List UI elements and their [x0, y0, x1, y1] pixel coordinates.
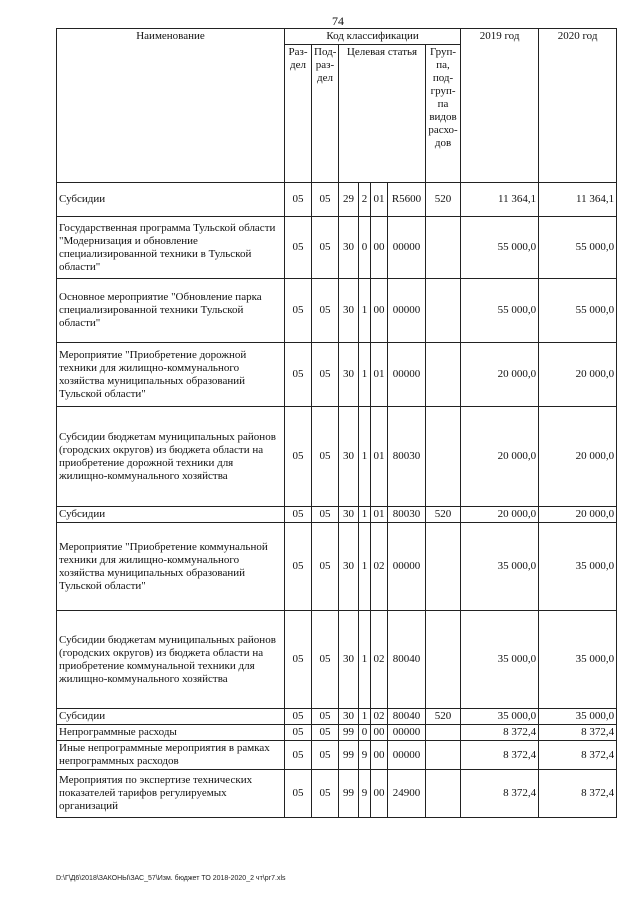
- cell-cs4: 00000: [388, 279, 426, 343]
- cell-cs4: 80040: [388, 709, 426, 725]
- cell-group: [426, 407, 461, 507]
- cell-cs2: 1: [359, 523, 371, 611]
- cell-cs4: 00000: [388, 523, 426, 611]
- table-row: [57, 407, 617, 507]
- cell-cs4: 00000: [388, 217, 426, 279]
- cell-cs2: 0: [359, 217, 371, 279]
- cell-y2019: 35 000,0: [461, 611, 539, 709]
- cell-y2020: 20 000,0: [539, 407, 617, 507]
- cell-cs4: 80030: [388, 507, 426, 523]
- page-number: 74: [332, 14, 344, 28]
- cell-y2020: 55 000,0: [539, 279, 617, 343]
- cell-razdel: 05: [285, 217, 312, 279]
- cell-razdel: 05: [285, 507, 312, 523]
- cell-y2020: 8 372,4: [539, 770, 617, 818]
- cell-y2019: 11 364,1: [461, 183, 539, 217]
- cell-cs2: 1: [359, 507, 371, 523]
- cell-cs4: 00000: [388, 725, 426, 741]
- cell-name: Основное мероприятие "Обновление парка специализированной техники Тульской области": [57, 279, 285, 343]
- cell-y2020: 8 372,4: [539, 741, 617, 770]
- cell-name: Субсидии бюджетам муниципальных районов (городских округов) из бюджета области на приобретение дорожной техники для жилищно-коммунального хозяйства: [57, 407, 285, 507]
- table-row: [57, 183, 617, 217]
- col-header-group: Груп-па, под-груп-па видов расхо-дов: [426, 45, 461, 183]
- cell-cs1: 29: [339, 183, 359, 217]
- cell-cs2: 1: [359, 611, 371, 709]
- cell-cs4: 24900: [388, 770, 426, 818]
- cell-podrazdel: 05: [312, 343, 339, 407]
- col-header-target: Целевая статья: [339, 45, 426, 183]
- cell-y2020: 8 372,4: [539, 725, 617, 741]
- cell-podrazdel: 05: [312, 407, 339, 507]
- cell-cs2: 1: [359, 407, 371, 507]
- cell-cs1: 30: [339, 279, 359, 343]
- cell-podrazdel: 05: [312, 725, 339, 741]
- cell-cs3: 00: [371, 217, 388, 279]
- cell-cs2: 1: [359, 279, 371, 343]
- table-body: [57, 183, 617, 818]
- cell-razdel: 05: [285, 343, 312, 407]
- cell-podrazdel: 05: [312, 523, 339, 611]
- cell-razdel: 05: [285, 611, 312, 709]
- cell-name: Мероприятие "Приобретение коммунальной техники для жилищно-коммунального хозяйства муниципальных образований Тульской области": [57, 523, 285, 611]
- cell-y2019: 35 000,0: [461, 709, 539, 725]
- cell-group: [426, 611, 461, 709]
- header-row: [57, 29, 617, 45]
- cell-podrazdel: 05: [312, 217, 339, 279]
- cell-cs3: 00: [371, 741, 388, 770]
- cell-y2019: 20 000,0: [461, 407, 539, 507]
- cell-y2019: 55 000,0: [461, 279, 539, 343]
- cell-cs1: 30: [339, 611, 359, 709]
- cell-razdel: 05: [285, 407, 312, 507]
- table-row: [57, 523, 617, 611]
- cell-y2020: 35 000,0: [539, 709, 617, 725]
- cell-cs4: 80040: [388, 611, 426, 709]
- cell-cs2: 9: [359, 741, 371, 770]
- cell-podrazdel: 05: [312, 709, 339, 725]
- cell-y2019: 8 372,4: [461, 725, 539, 741]
- cell-cs1: 99: [339, 770, 359, 818]
- cell-cs3: 01: [371, 343, 388, 407]
- cell-cs4: 00000: [388, 343, 426, 407]
- cell-y2019: 35 000,0: [461, 523, 539, 611]
- cell-name: Мероприятие "Приобретение дорожной техники для жилищно-коммунального хозяйства муниципальных образований Тульской области": [57, 343, 285, 407]
- cell-group: 520: [426, 709, 461, 725]
- cell-podrazdel: 05: [312, 279, 339, 343]
- cell-cs3: 02: [371, 523, 388, 611]
- table-row: [57, 770, 617, 818]
- cell-cs1: 30: [339, 343, 359, 407]
- col-header-code: Код классификации: [285, 29, 461, 45]
- cell-razdel: 05: [285, 770, 312, 818]
- cell-y2019: 55 000,0: [461, 217, 539, 279]
- cell-y2019: 8 372,4: [461, 741, 539, 770]
- cell-razdel: 05: [285, 725, 312, 741]
- cell-name: Непрограммные расходы: [57, 725, 285, 741]
- cell-cs3: 01: [371, 183, 388, 217]
- col-header-section: Раз-дел: [285, 45, 312, 183]
- cell-cs2: 1: [359, 709, 371, 725]
- cell-podrazdel: 05: [312, 741, 339, 770]
- cell-name: Субсидии: [57, 507, 285, 523]
- cell-podrazdel: 05: [312, 611, 339, 709]
- cell-group: [426, 217, 461, 279]
- col-header-name: Наименование: [57, 29, 285, 183]
- cell-group: [426, 343, 461, 407]
- cell-cs1: 30: [339, 217, 359, 279]
- cell-cs4: 00000: [388, 741, 426, 770]
- cell-y2019: 20 000,0: [461, 343, 539, 407]
- table-row: [57, 709, 617, 725]
- cell-razdel: 05: [285, 183, 312, 217]
- cell-y2020: 20 000,0: [539, 343, 617, 407]
- cell-cs1: 30: [339, 407, 359, 507]
- cell-name: Иные непрограммные мероприятия в рамках непрограммных расходов: [57, 741, 285, 770]
- cell-razdel: 05: [285, 709, 312, 725]
- cell-group: 520: [426, 507, 461, 523]
- cell-cs1: 99: [339, 725, 359, 741]
- table-row: [57, 217, 617, 279]
- file-path: D:\Г\Д6\2018\ЗАКОНЫ\ЗАС_57\Изм. бюджет ТО 2018-2020_2 чт\рг7.xls: [56, 875, 286, 882]
- cell-cs1: 30: [339, 709, 359, 725]
- cell-y2020: 35 000,0: [539, 611, 617, 709]
- cell-name: Мероприятия по экспертизе технических показателей тарифов регулируемых организаций: [57, 770, 285, 818]
- cell-cs3: 02: [371, 611, 388, 709]
- cell-cs2: 0: [359, 725, 371, 741]
- cell-cs3: 00: [371, 725, 388, 741]
- cell-cs2: 2: [359, 183, 371, 217]
- table-row: [57, 279, 617, 343]
- cell-podrazdel: 05: [312, 183, 339, 217]
- cell-name: Государственная программа Тульской области "Модернизация и обновление специализированной техники в Тульской области": [57, 217, 285, 279]
- cell-group: [426, 741, 461, 770]
- cell-cs2: 9: [359, 770, 371, 818]
- cell-cs1: 30: [339, 523, 359, 611]
- cell-y2020: 35 000,0: [539, 523, 617, 611]
- budget-table: [56, 28, 617, 818]
- cell-razdel: 05: [285, 279, 312, 343]
- col-header-2020: 2020 год: [539, 29, 617, 183]
- cell-cs1: 30: [339, 507, 359, 523]
- table-row: [57, 741, 617, 770]
- cell-group: [426, 725, 461, 741]
- table-row: [57, 507, 617, 523]
- cell-cs3: 01: [371, 407, 388, 507]
- cell-razdel: 05: [285, 741, 312, 770]
- cell-group: [426, 279, 461, 343]
- cell-cs3: 02: [371, 709, 388, 725]
- col-header-subsection: Под-раз-дел: [312, 45, 339, 183]
- table-row: [57, 611, 617, 709]
- cell-group: 520: [426, 183, 461, 217]
- col-header-2019: 2019 год: [461, 29, 539, 183]
- cell-podrazdel: 05: [312, 770, 339, 818]
- cell-name: Субсидии: [57, 709, 285, 725]
- cell-razdel: 05: [285, 523, 312, 611]
- cell-cs1: 99: [339, 741, 359, 770]
- cell-y2019: 8 372,4: [461, 770, 539, 818]
- cell-podrazdel: 05: [312, 507, 339, 523]
- cell-cs4: 80030: [388, 407, 426, 507]
- cell-cs4: R5600: [388, 183, 426, 217]
- cell-cs2: 1: [359, 343, 371, 407]
- cell-cs3: 01: [371, 507, 388, 523]
- table-row: [57, 725, 617, 741]
- cell-cs3: 00: [371, 770, 388, 818]
- cell-y2019: 20 000,0: [461, 507, 539, 523]
- cell-y2020: 11 364,1: [539, 183, 617, 217]
- table-row: [57, 343, 617, 407]
- cell-name: Субсидии: [57, 183, 285, 217]
- cell-group: [426, 770, 461, 818]
- cell-y2020: 55 000,0: [539, 217, 617, 279]
- cell-cs3: 00: [371, 279, 388, 343]
- cell-y2020: 20 000,0: [539, 507, 617, 523]
- cell-group: [426, 523, 461, 611]
- cell-name: Субсидии бюджетам муниципальных районов (городских округов) из бюджета области на приобретение коммунальной техники для жилищно-коммунального хозяйства: [57, 611, 285, 709]
